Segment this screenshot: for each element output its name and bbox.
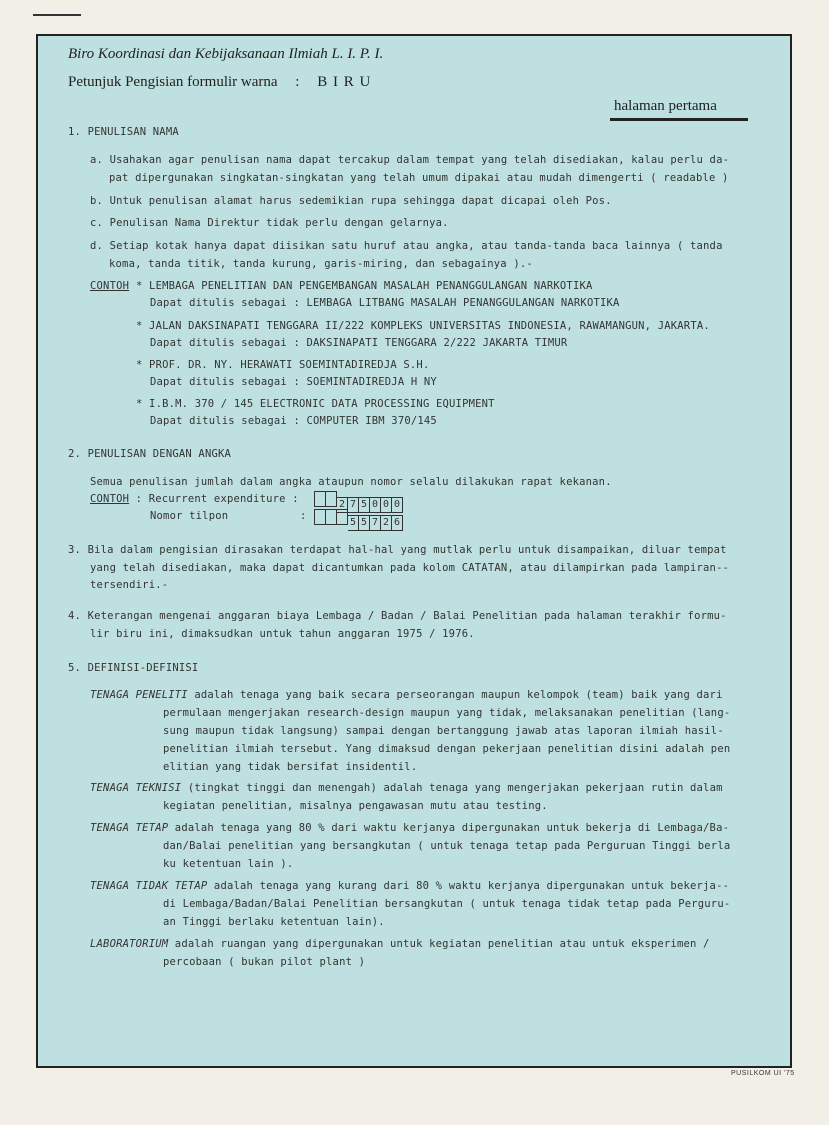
- example2-result: Dapat ditulis sebagai : DAKSINAPATI TENGGARA 2/222 JAKARTA TIMUR: [150, 337, 568, 349]
- example4: * I.B.M. 370 / 145 ELECTRONIC DATA PROCESSING EQUIPMENT: [136, 398, 495, 410]
- section1-item-d-line1: d. Setiap kotak hanya dapat diisikan satu huruf atau angka, atau tanda-tanda baca lainnya ( tanda: [90, 240, 723, 252]
- section1-item-a-line1: a. Usahakan agar penulisan nama dapat tercakup dalam tempat yang telah disediakan, kalau perlu da-: [90, 154, 730, 166]
- recurrent-expenditure-digit-box: 0: [392, 497, 403, 513]
- def-tenaga-peneliti-line1: TENAGA PENELITI adalah tenaga yang baik secara perseorangan maupun kelompok (team) baik yang dari: [90, 689, 723, 701]
- institution-name: Biro Koordinasi dan Kebijaksanaan Ilmiah L. I. P. I.: [68, 46, 384, 62]
- example3-result: Dapat ditulis sebagai : SOEMINTADIREDJA H NY: [150, 376, 437, 388]
- recurrent-expenditure-digit-box: [314, 491, 326, 507]
- def-term: TENAGA PENELITI: [90, 689, 188, 701]
- def-tenaga-tidak-tetap-line3: an Tinggi berlaku ketentuan lain).: [163, 916, 385, 928]
- section2-contoh-label: CONTOH: [90, 493, 130, 505]
- section1-item-a-line2: pat dipergunakan singkatan-singkatan yang telah umum dipakai atau mudah dimengerti ( readable ): [109, 172, 729, 184]
- phone-number-label: Nomor tilpon: [150, 510, 229, 522]
- def-tenaga-peneliti-line5: elitian yang tidak bersifat insidentil.: [163, 761, 418, 773]
- section2-row1: [90, 493, 299, 505]
- section1-heading: 1. PENULISAN NAMA: [68, 126, 179, 138]
- section4-line1: 4. Keterangan mengenai anggaran biaya Lembaga / Badan / Balai Penelitian pada halaman terakhir formu-: [68, 610, 727, 622]
- section3-line2: yang telah disediakan, maka dapat dicantumkan pada kolom CATATAN, atau dilampirkan pada lampiran--: [90, 562, 730, 574]
- def-term: TENAGA TEKNISI: [90, 782, 182, 794]
- recurrent-expenditure-digit-box: 2: [337, 497, 348, 513]
- title-colon: :: [295, 74, 300, 90]
- def-tenaga-peneliti-line3: sung maupun tidak langsung) sampai dengan bertanggung jawab atas laporan ilmiah hasil-: [163, 725, 724, 737]
- title-prefix: Petunjuk Pengisian formulir warna: [68, 74, 278, 90]
- section3-line3: tersendiri.-: [90, 579, 169, 591]
- def-tenaga-tetap-line3: ku ketentuan lain ).: [163, 858, 294, 870]
- example4-result: Dapat ditulis sebagai : COMPUTER IBM 370/145: [150, 415, 437, 427]
- section1-item-c: c. Penulisan Nama Direktur tidak perlu dengan gelarnya.: [90, 217, 449, 229]
- example3: * PROF. DR. NY. HERAWATI SOEMINTADIREDJA S.H.: [136, 359, 430, 371]
- def-tenaga-tidak-tetap-line2: di Lembaga/Badan/Balai Penelitian bersangkutan ( untuk tenaga tidak tetap pada Perguru-: [163, 898, 731, 910]
- section2-heading: 2. PENULISAN DENGAN ANGKA: [68, 448, 232, 460]
- def-laboratorium-line1: LABORATORIUM adalah ruangan yang dipergunakan untuk kegiatan penelitian atau untuk eksperimen /: [90, 938, 710, 950]
- def-tenaga-tidak-tetap-line1: TENAGA TIDAK TETAP adalah tenaga yang kurang dari 80 % waktu kerjanya dipergunakan untuk bekerja--: [90, 880, 730, 892]
- phone-number-digit-box: 5: [348, 515, 359, 531]
- example1-result: Dapat ditulis sebagai : LEMBAGA LITBANG MASALAH PENANGGULANGAN NARKOTIKA: [150, 297, 620, 309]
- phone-number-digit-box: [314, 509, 326, 525]
- section4-line2: lir biru ini, dimaksudkan untuk tahun anggaran 1975 / 1976.: [90, 628, 475, 640]
- recurrent-expenditure-label: : Recurrent expenditure :: [135, 493, 299, 505]
- phone-number-digit-box: 6: [392, 515, 403, 531]
- page-label: halaman pertama: [614, 98, 717, 114]
- section3-line1: 3. Bila dalam pengisian dirasakan terdapat hal-hal yang mutlak perlu untuk disampaikan, diluar tempat: [68, 544, 727, 556]
- phone-number-colon: :: [300, 510, 307, 522]
- def-tenaga-teknisi-line1: TENAGA TEKNISI (tingkat tinggi dan menengah) adalah tenaga yang mengerjakan pekerjaan rutin dalam: [90, 782, 723, 794]
- phone-number-digit-box: [326, 509, 337, 525]
- section2-text: Semua penulisan jumlah dalam angka ataupun nomor selalu dilakukan rapat kekanan.: [90, 476, 612, 488]
- phone-number-digit-box: 2: [381, 515, 392, 531]
- def-tenaga-peneliti-line4: penelitian ilmiah tersebut. Yang dimaksud dengan pekerjaan penelitian disini adalah pen: [163, 743, 731, 755]
- phone-number-digit-box: [337, 509, 348, 525]
- def-laboratorium-line2: percobaan ( bukan pilot plant ): [163, 956, 366, 968]
- def-tenaga-tetap-line2: dan/Balai penelitian yang bersangkutan ( untuk tenaga tetap pada Perguruan Tinggi berla: [163, 840, 731, 852]
- printer-mark: PUSILKOM UI '75: [731, 1070, 795, 1077]
- def-tenaga-tetap-line1: TENAGA TETAP adalah tenaga yang 80 % dari waktu kerjanya dipergunakan untuk bekerja di Lembaga/Ba-: [90, 822, 730, 834]
- def-term: LABORATORIUM: [90, 938, 169, 950]
- phone-number-digit-box: 7: [370, 515, 381, 531]
- recurrent-expenditure-digit-box: [326, 491, 337, 507]
- def-term: TENAGA TIDAK TETAP: [90, 880, 208, 892]
- example1: * LEMBAGA PENELITIAN DAN PENGEMBANGAN MASALAH PENANGGULANGAN NARKOTIKA: [136, 280, 593, 292]
- phone-number-digit-box: 5: [359, 515, 370, 531]
- recurrent-expenditure-digit-box: 7: [348, 497, 359, 513]
- def-term: TENAGA TETAP: [90, 822, 169, 834]
- page-title: [68, 74, 371, 91]
- example2: * JALAN DAKSINAPATI TENGGARA II/222 KOMPLEKS UNIVERSITAS INDONESIA, RAWAMANGUN, JAKARTA.: [136, 320, 710, 332]
- phone-number-boxes: [314, 509, 403, 531]
- def-tenaga-teknisi-line2: kegiatan penelitian, misalnya pengawasan mutu atau testing.: [163, 800, 548, 812]
- def-tenaga-peneliti-line2: permulaan mengerjakan research-design maupun yang tidak, melaksanakan penelitian (lang-: [163, 707, 731, 719]
- recurrent-expenditure-digit-box: 5: [359, 497, 370, 513]
- section1-item-d-line2: koma, tanda titik, tanda kurung, garis-miring, dan sebagainya ).-: [109, 258, 533, 270]
- recurrent-expenditure-digit-box: 0: [370, 497, 381, 513]
- page-label-underline: [610, 118, 748, 121]
- section5-heading: 5. DEFINISI-DEFINISI: [68, 662, 199, 674]
- title-form-color: B I R U: [317, 74, 372, 90]
- section1-contoh-label: CONTOH: [90, 280, 130, 292]
- section1-item-b: b. Untuk penulisan alamat harus sedemikian rupa sehingga dapat dicapai oleh Pos.: [90, 195, 612, 207]
- corner-mark: [33, 14, 81, 16]
- recurrent-expenditure-digit-box: 0: [381, 497, 392, 513]
- form-sheet: [36, 34, 792, 1068]
